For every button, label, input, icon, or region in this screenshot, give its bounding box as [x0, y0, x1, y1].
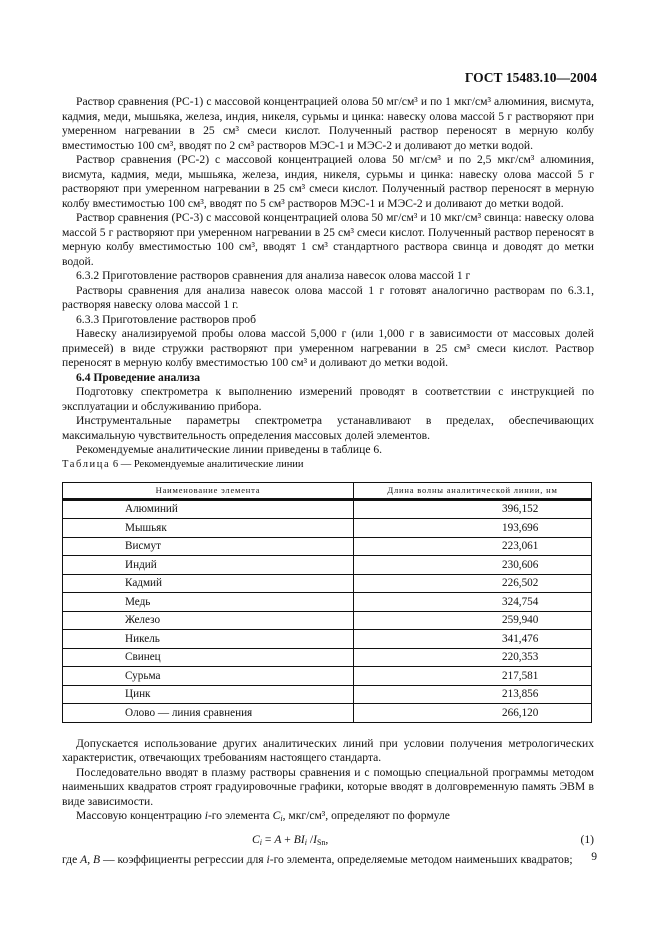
- where-text-a: где: [62, 852, 81, 866]
- formula-eq: =: [261, 832, 275, 846]
- page-number: 9: [591, 850, 597, 863]
- element-cell: Свинец: [63, 648, 354, 667]
- section-6-4-paragraph-3: Рекомендуемые аналитические линии приведены в таблице 6.: [76, 443, 383, 456]
- formula-intro-c-sub: i: [280, 814, 283, 823]
- paragraph-rs3: Раствор сравнения (РС-3) с массовой концентрацией олова 50 мг/см³ и 10 мкг/см³ свинца: навеску олова массой 5 г растворяют при умеренном нагревании в 25 см³ смеси кислот. Полученный раствор переносят в мерную колбу вместимостью 100 см³, вводят 1 см³ стандартного раствора свинца и доводят до метки водой.: [62, 211, 594, 268]
- table-row: [63, 593, 592, 612]
- wavelength-cell: 217,581: [354, 667, 592, 686]
- element-cell: Медь: [63, 593, 354, 612]
- element-cell: Никель: [63, 630, 354, 649]
- formula-number: (1): [580, 832, 594, 846]
- paragraph-calibration: Последовательно вводят в плазму растворы сравнения и с помощью специальной программы методом наименьших квадратов строят градуировочные графики, которые вводят в долговременную память ЭВМ в виде зависимости.: [62, 765, 594, 808]
- element-cell: Кадмий: [63, 574, 354, 593]
- wavelength-cell: 396,152: [354, 499, 592, 519]
- formula-plus: +: [281, 832, 294, 846]
- section-6-3-3-text: Навеску анализируемой пробы олова массой 5,000 г (или 1,000 г в зависимости от массовых долей примесей) в виде стружки растворяют при умеренном нагревании в 25 см³ смеси кислот. Раствор переносят в мерную колбу вместимостью 100 см³ и доливают до метки водой.: [62, 327, 594, 369]
- formula-a: A: [274, 832, 282, 846]
- table-row: [63, 537, 592, 556]
- where-ab: A, B: [80, 852, 101, 866]
- table-row: [63, 556, 592, 575]
- wavelength-cell: 230,606: [354, 556, 592, 575]
- table-6-caption-text: 6 — Рекомендуемые аналитические линии: [110, 458, 304, 470]
- table-row: [63, 611, 592, 630]
- wavelength-cell: 213,856: [354, 685, 592, 704]
- where-i: i: [266, 852, 270, 866]
- formula-den: I: [313, 832, 317, 846]
- table-row: [63, 574, 592, 593]
- wavelength-cell: 341,476: [354, 630, 592, 649]
- formula-intro-i: i: [204, 809, 208, 822]
- formula-expression: [252, 833, 328, 848]
- wavelength-cell: 220,353: [354, 648, 592, 667]
- table-row: [63, 704, 592, 723]
- paragraph-other-lines: Допускается использование других аналитических линий при условии получения метрологических характеристик, отвечающих требованиям настоящего стандарта.: [62, 736, 594, 764]
- column-header-element: Наименование элемента: [63, 483, 354, 500]
- table-header-row: [63, 483, 592, 500]
- where-line: [62, 853, 594, 868]
- section-6-4-paragraph-2: Инструментальные параметры спектрометра устанавливают в пределах, обеспечивающих максимальную чувствительность определения массовых долей элементов.: [62, 414, 594, 442]
- table-6-caption: [62, 458, 594, 473]
- table-6-caption-label: Таблица: [62, 458, 111, 470]
- formula-b-sub: i: [304, 837, 307, 847]
- section-6-4-title: 6.4 Проведение анализа: [76, 370, 201, 384]
- formula-div: /: [306, 832, 314, 846]
- formula-intro-text-b: -го элемента: [207, 809, 273, 822]
- where-text-b: — коэффициенты регрессии для: [100, 852, 267, 866]
- wavelength-cell: 223,061: [354, 537, 592, 556]
- section-6-3-3-title: 6.3.3 Приготовление растворов проб: [76, 312, 256, 326]
- formula-tail: ,: [325, 832, 329, 846]
- element-cell: Индий: [63, 556, 354, 575]
- element-cell: Олово — линия сравнения: [63, 704, 354, 723]
- paragraph-rs2: Раствор сравнения (РС-2) с массовой концентрацией олова 50 мг/см³ и по 2,5 мкг/см³ алюминия, висмута, кадмия, меди, мышьяка, железа, индия, никеля, сурьмы и цинка: навеску олова массой 5 г растворяют при умеренном нагревании в 25 см³ смеси кислот. Полученный раствор переносят в мерную колбу вместимостью 100 см³, вводят по 5 см³ растворов МЭС-1 и МЭС-2 и доливают до метки водой.: [62, 153, 594, 210]
- table-row: [63, 648, 592, 667]
- column-header-wavelength: Длина волны аналитической линии, нм: [354, 483, 592, 500]
- where-text-c: -го элемента, определяемые методом наименьших квадратов;: [269, 852, 573, 866]
- table-row: [63, 499, 592, 519]
- page-content: [62, 95, 594, 867]
- table-row: [63, 519, 592, 538]
- document-id-header: ГОСТ 15483.10—2004: [464, 70, 597, 85]
- section-6-3-2-title: 6.3.2 Приготовление растворов сравнения для анализа навесок олова массой 1 г: [76, 269, 471, 282]
- table-row: [63, 667, 592, 686]
- element-cell: Цинк: [63, 685, 354, 704]
- formula-lhs: C: [252, 832, 260, 846]
- section-6-3-2-text: Растворы сравнения для анализа навесок олова массой 1 г готовят аналогично растворам по 6.3.1, растворяя навеску олова массой 1 г.: [62, 283, 594, 311]
- section-6-4-paragraph-1: Подготовку спектрометра к выполнению измерений проводят в соответствии с инструкцией по эксплуатации и обслуживанию прибора.: [62, 385, 594, 413]
- element-cell: Сурьма: [63, 667, 354, 686]
- formula-intro-c: C: [272, 809, 281, 822]
- wavelength-cell: 226,502: [354, 574, 592, 593]
- element-cell: Висмут: [63, 537, 354, 556]
- element-cell: Мышьяк: [63, 519, 354, 538]
- formula-intro: [62, 809, 594, 824]
- formula-1: [62, 829, 594, 853]
- formula-intro-text-a: Массовую концентрацию: [76, 809, 205, 822]
- formula-den-sub: Sn: [316, 837, 326, 847]
- formula-intro-text-c: , мкг/см³, определяют по формуле: [282, 809, 450, 822]
- paragraph-rs1: Раствор сравнения (РС-1) с массовой концентрацией олова 50 мг/см³ и по 1 мкг/см³ алюминия, висмута, кадмия, меди, мышьяка, железа, индия, никеля, сурьмы и цинка: навеску олова массой 5 г растворяют при умеренном нагревании в 25 см³ смеси кислот. Полученный раствор переносят в мерную колбу вместимостью 100 см³, вводят по 2 см³ растворов МЭС-1 и МЭС-2 и доливают до метки водой.: [62, 95, 594, 152]
- formula-b: BI: [293, 832, 305, 846]
- wavelength-cell: 193,696: [354, 519, 592, 538]
- wavelength-cell: 259,940: [354, 611, 592, 630]
- formula-lhs-sub: i: [259, 837, 262, 847]
- element-cell: Алюминий: [63, 499, 354, 519]
- table-6: [62, 482, 592, 723]
- table-row: [63, 630, 592, 649]
- wavelength-cell: 266,120: [354, 704, 592, 723]
- wavelength-cell: 324,754: [354, 593, 592, 612]
- table-row: [63, 685, 592, 704]
- element-cell: Железо: [63, 611, 354, 630]
